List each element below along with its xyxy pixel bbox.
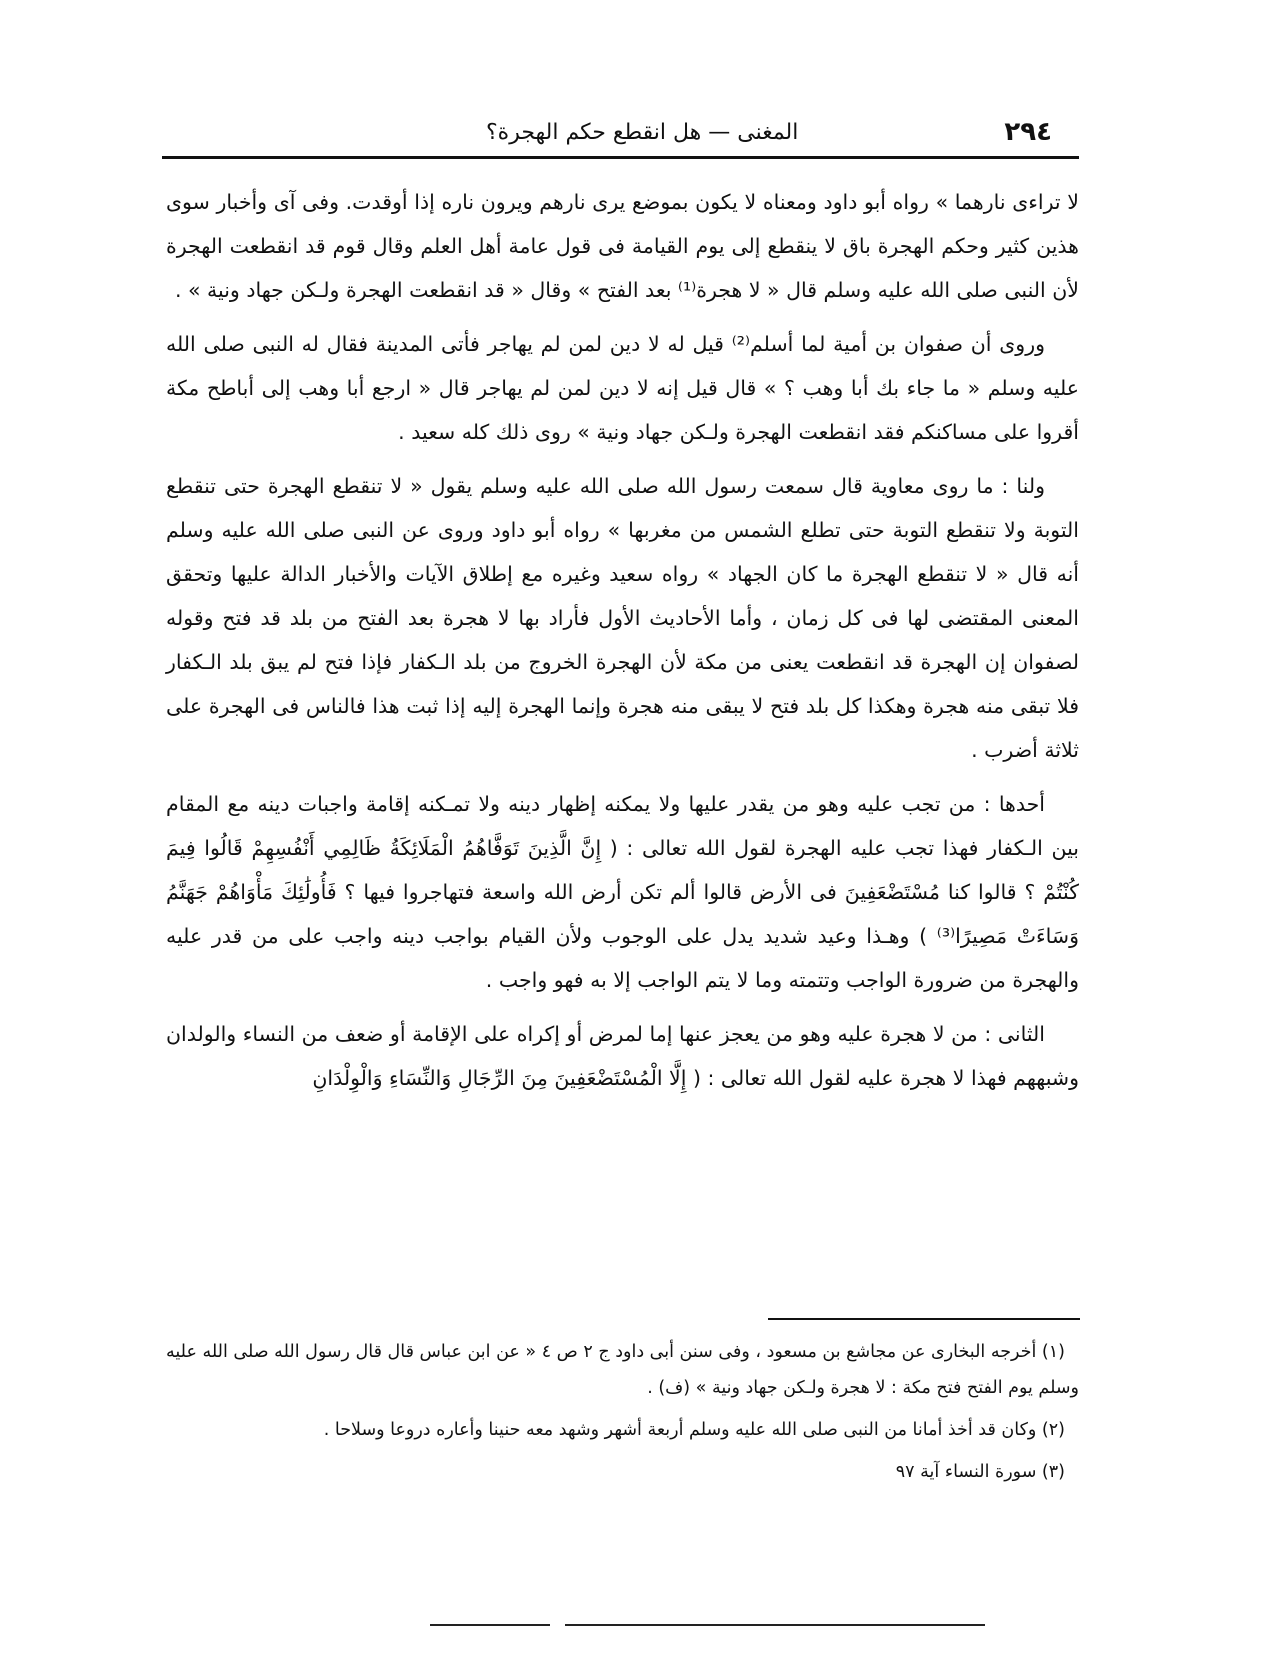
bottom-rules xyxy=(430,1624,990,1628)
paragraph: لا تراءى نارهما » رواه أبو داود ومعناه لا يكون بموضع يرى نارهم ويرون ناره إذا أوقدت. وفى آى وأخبار سوى هذين كثير وحكم الهجرة باق لا ينقطع إلى يوم القيامة فى قول عامة أهل العلم وقال قوم قد انقطعت الهجرة لأن النبى صلى الله عليه وسلم قال « لا هجرة⁽¹⁾ بعد الفتح » وقال « قد انقطعت الهجرة ولـكن جهاد ونية » . xyxy=(166,190,1079,302)
body-text xyxy=(166,180,1079,1110)
footnote: (٣) سورة النساء آية ٩٧ xyxy=(895,1462,1065,1482)
bottom-rule xyxy=(565,1624,985,1626)
page-number: ٢٩٤ xyxy=(1004,117,1052,147)
bottom-rule xyxy=(430,1624,550,1626)
footnote-rule xyxy=(768,1318,1080,1320)
footnote: (٢) وكان قد أخذ أمانا من النبى صلى الله عليه وسلم أربعة أشهر وشهد معه حنينا وأعاره دروعا وسلاحا . xyxy=(323,1420,1065,1440)
footnote: (١) أخرجه البخارى عن مجاشع بن مسعود ، وفى سنن أبى داود ج ٢ ص ٤ « عن ابن عباس قال قال رسول الله صلى الله عليه وسلم يوم الفتح فتح مكة : لا هجرة ولـكن جهاد ونية » (ف) . xyxy=(165,1342,1079,1398)
paragraph: الثانى : من لا هجرة عليه وهو من يعجز عنها إما لمرض أو إكراه على الإقامة أو ضعف من النساء والولدان وشبههم فهذا لا هجرة عليه لقول الله تعالى : ( إِلَّا الْمُسْتَضْعَفِينَ مِنَ الرِّجَالِ وَالنِّسَاءِ وَالْوِلْدَانِ xyxy=(166,1022,1079,1090)
paragraph: وروى أن صفوان بن أمية لما أسلم⁽²⁾ قيل له لا دين لمن لم يهاجر فأتى المدينة فقال له النبى صلى الله عليه وسلم « ما جاء بك أبا وهب ؟ » قال قيل إنه لا دين لمن لم يهاجر قال « ارجع أبا وهب إلى أباطح مكة أقروا على مساكنكم فقد انقطعت الهجرة ولـكن جهاد ونية » روى ذلك كله سعيد . xyxy=(166,332,1079,444)
page-header xyxy=(160,108,1080,156)
running-title: المغنى — هل انقطع حكم الهجرة؟ xyxy=(486,119,799,145)
footnotes xyxy=(166,1334,1079,1496)
header-rule xyxy=(162,156,1079,159)
paragraph: ولنا : ما روى معاوية قال سمعت رسول الله صلى الله عليه وسلم يقول « لا تنقطع الهجرة حتى تنقطع التوبة ولا تنقطع التوبة حتى تطلع الشمس من مغربها » رواه أبو داود وروى عن النبى صلى الله عليه وسلم أنه قال « لا تنقطع الهجرة ما كان الجهاد » رواه سعيد وغيره مع إطلاق الآيات والأخبار الدالة عليها وتحقق المعنى المقتضى لها فى كل زمان ، وأما الأحاديث الأول فأراد بها لا هجرة بعد الفتح من بلد قد فتح وقوله لصفوان إن الهجرة قد انقطعت يعنى من مكة لأن الهجرة الخروج من بلد الـكفار فإذا فتح لم يبق بلد الـكفار فلا تبقى منه هجرة وهكذا كل بلد فتح لا يبقى منه هجرة وإنما الهجرة إليه إذا ثبت هذا فالناس فى الهجرة على ثلاثة أضرب . xyxy=(166,474,1079,762)
paragraph: أحدها : من تجب عليه وهو من يقدر عليها ولا يمكنه إظهار دينه ولا تمـكنه إقامة واجبات دينه مع المقام بين الـكفار فهذا تجب عليه الهجرة لقول الله تعالى : ( إِنَّ الَّذِينَ تَوَفَّاهُمُ الْمَلَائِكَةُ ظَالِمِي أَنْفُسِهِمْ قَالُوا فِيمَ كُنْتُمْ ؟ قالوا كنا مُسْتَضْعَفِينَ فى الأرض قالوا ألم تكن أرض الله واسعة فتهاجروا فيها ؟ فَأُولَٰئِكَ مَأْوَاهُمْ جَهَنَّمُ وَسَاءَتْ مَصِيرًا⁽³⁾ ) وهـذا وعيد شديد يدل على الوجوب ولأن القيام بواجب دينه واجب على من قدر عليه والهجرة من ضرورة الواجب وتتمته وما لا يتم الواجب إلا به فهو واجب . xyxy=(166,792,1079,992)
